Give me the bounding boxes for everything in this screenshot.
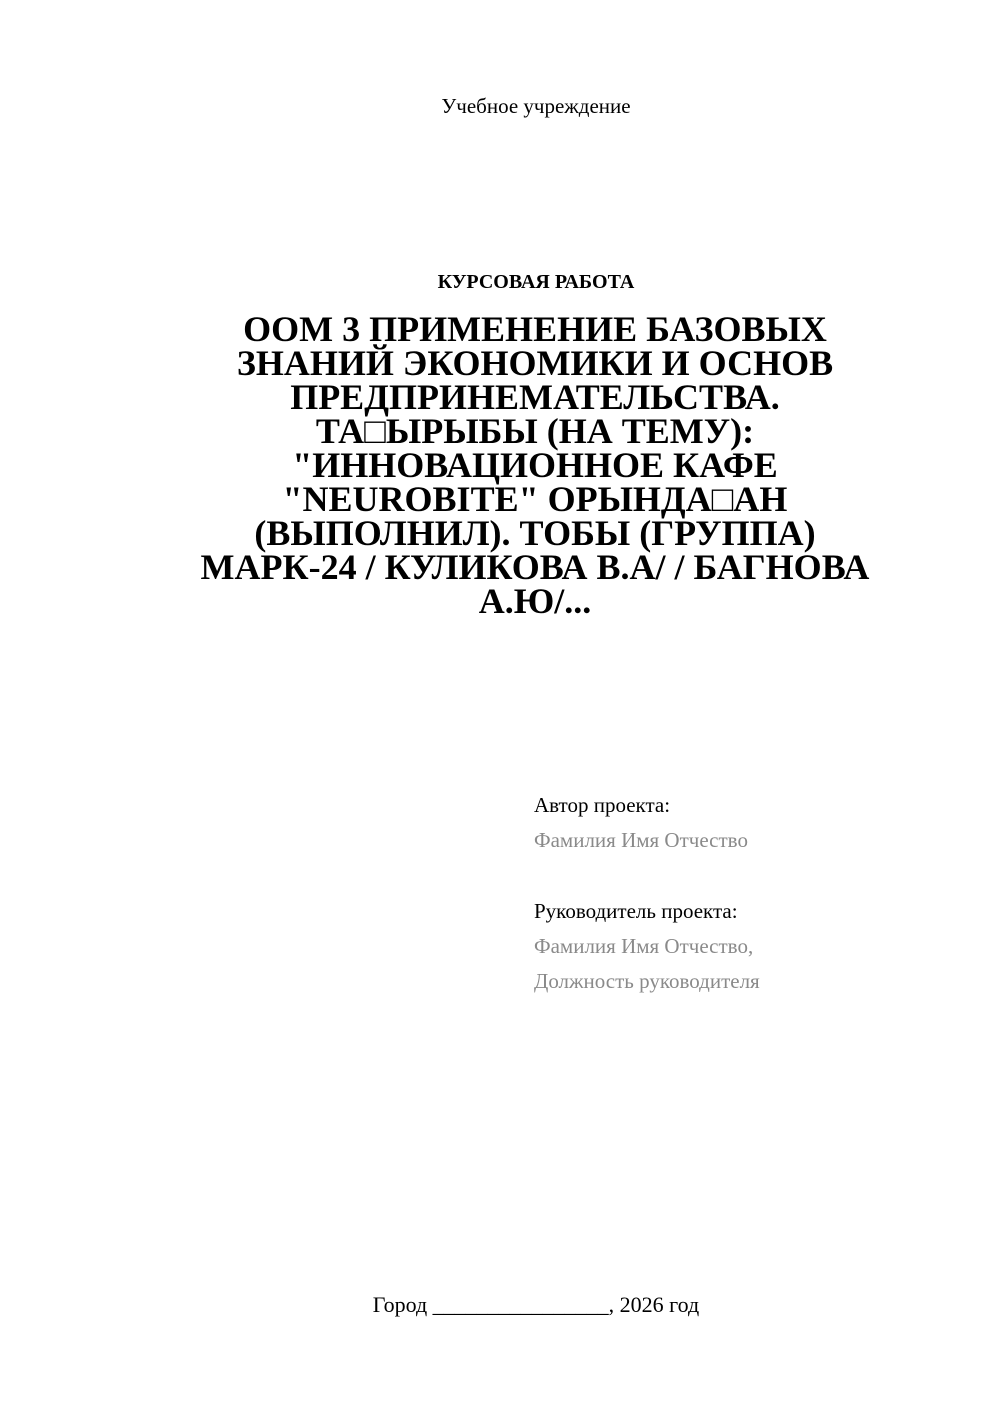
title-line: ЗНАНИЙ ЭКОНОМИКИ И ОСНОВ bbox=[236, 343, 834, 383]
credits-block bbox=[534, 788, 974, 999]
supervisor-position-placeholder: Должность руководителя bbox=[534, 969, 760, 993]
title-line: "ИННОВАЦИОННОЕ КАФЕ bbox=[292, 445, 778, 485]
author-name-placeholder: Фамилия Имя Отчество bbox=[534, 828, 748, 852]
title-line: (ВЫПОЛНИЛ). ТОБЫ (ГРУППА) bbox=[254, 513, 816, 553]
title-line: "NEUROBITE" ОРЫНДА□АН bbox=[282, 479, 788, 519]
title-line: МАРК-24 / КУЛИКОВА В.А/ / БАГНОВА bbox=[200, 547, 870, 587]
title-line: ПРЕДПРИНЕМАТЕЛЬСТВА. bbox=[290, 377, 780, 417]
supervisor-name-placeholder: Фамилия Имя Отчество, bbox=[534, 934, 754, 958]
title-line: ООМ 3 ПРИМЕНЕНИЕ БАЗОВЫХ bbox=[243, 309, 827, 349]
supervisor-label: Руководитель проекта: bbox=[534, 899, 738, 923]
title-line: А.Ю/... bbox=[478, 581, 592, 621]
author-label: Автор проекта: bbox=[534, 793, 671, 817]
work-title bbox=[160, 309, 910, 621]
work-type-heading: КУРСОВАЯ РАБОТА bbox=[437, 271, 635, 293]
spacer bbox=[534, 858, 974, 894]
title-line: ТА□ЫРЫБЫ (НА ТЕМУ): bbox=[315, 411, 755, 451]
institution-name: Учебное учреждение bbox=[441, 94, 631, 118]
city-year-line: Город ________________, 2026 год bbox=[372, 1292, 700, 1317]
